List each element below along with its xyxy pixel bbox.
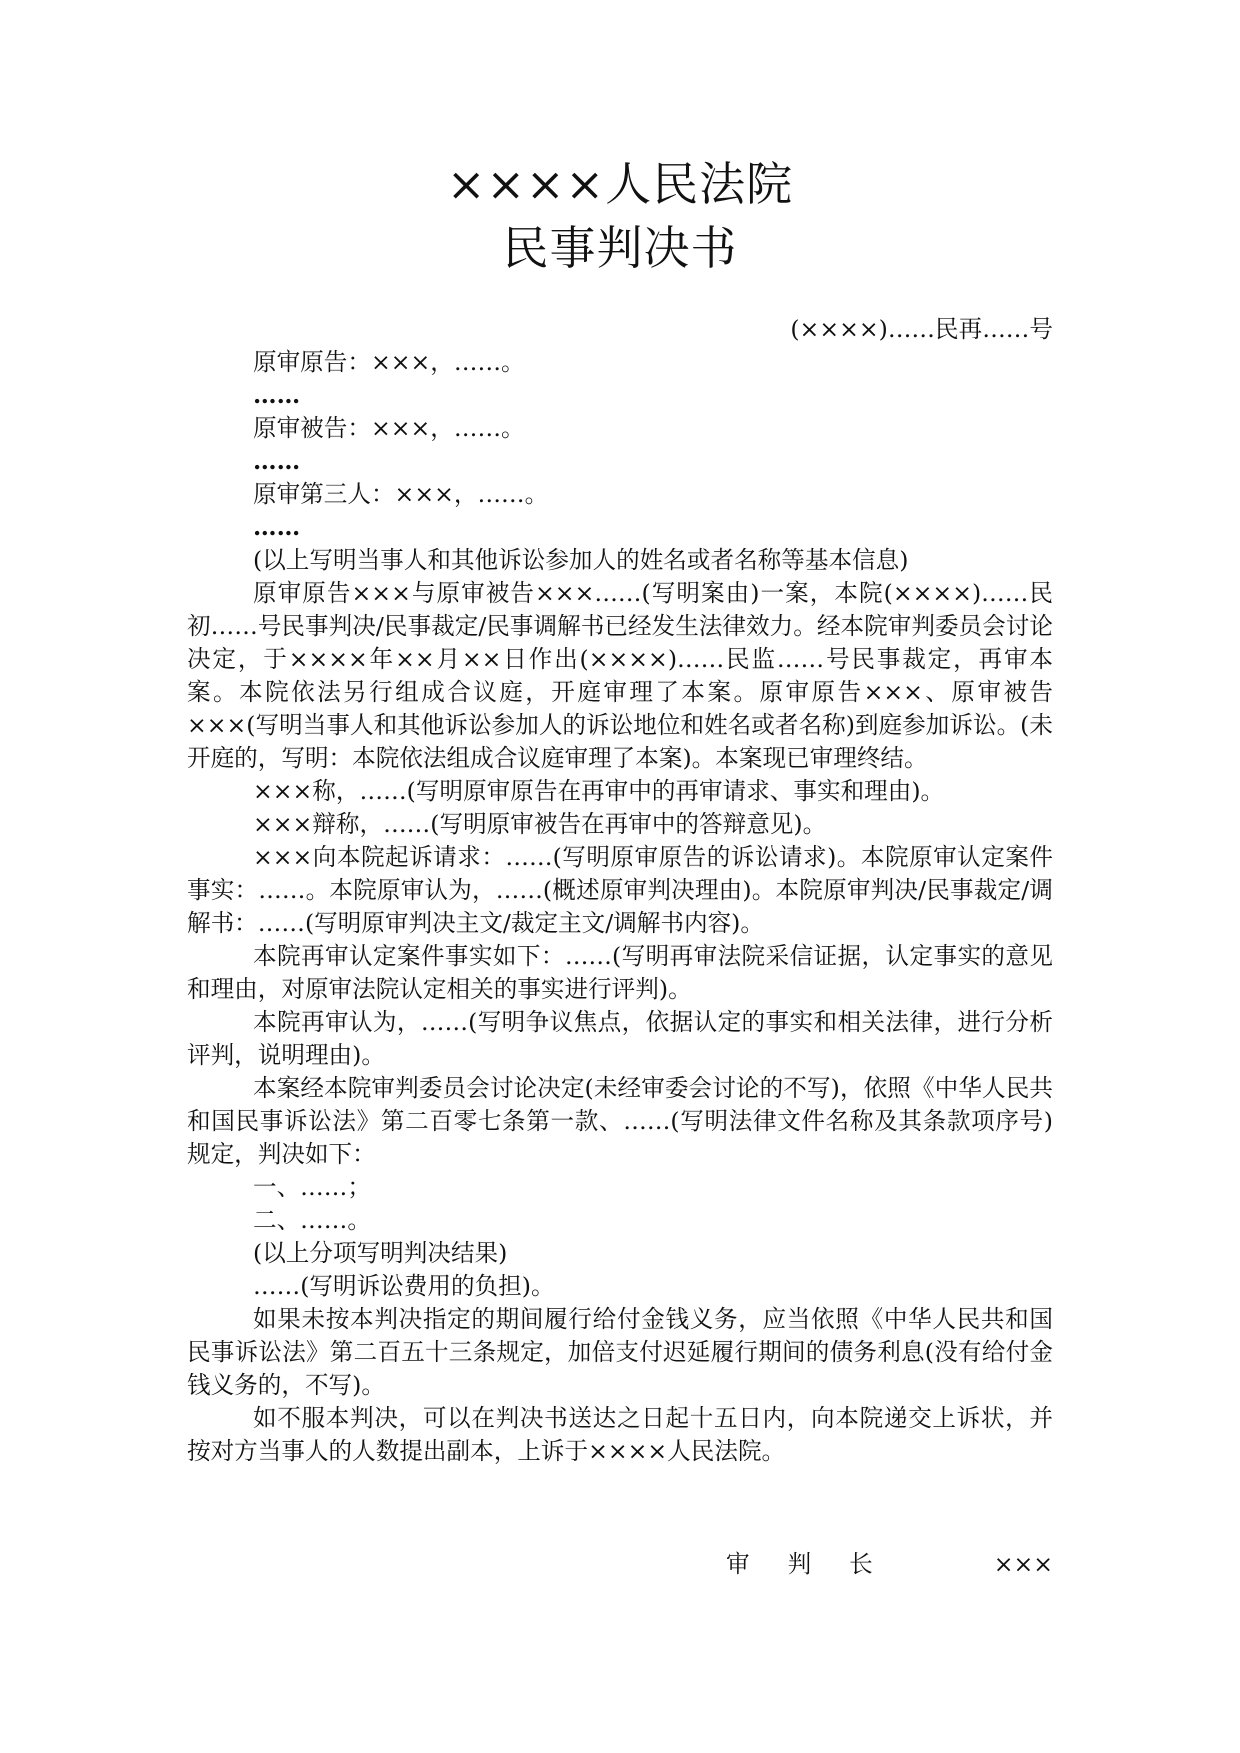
original-trial-paragraph: ×××向本院起诉请求：……(写明原审原告的诉讼请求)。本院原审认定案件事实：……。本院原审认为，……(概述原审判决理由)。本院原审判决/民事裁定/调解书：……(写明原审判决主文/裁定主文/调解书内容)。	[187, 843, 1053, 937]
case-origin-paragraph: 原审原告×××与原审被告×××……(写明案由)一案，本院(××××)……民初……号民事判决/民事裁定/民事调解书已经发生法律效力。经本院审判委员会讨论决定，于××××年××月××日作出(××××)……民监……号民事裁定，再审本案。本院依法另行组成合议庭，开庭审理了本案。原审原告×××、原审被告×××(写明当事人和其他诉讼参加人的诉讼地位和姓名或者名称)到庭参加诉讼。(未开庭的，写明：本院依法组成合议庭审理了本案)。本案现已审理终结。	[187, 579, 1053, 772]
party-defendant: 原审被告：×××，……。	[253, 414, 525, 442]
retrial-opinion-paragraph: 本院再审认为，……(写明争议焦点，依据认定的事实和相关法律，进行分析评判，说明理由)。	[187, 1008, 1053, 1069]
costs-paragraph: ……(写明诉讼费用的负担)。	[253, 1272, 555, 1300]
defendant-reply-paragraph: ×××辩称，……(写明原审被告在再审中的答辩意见)。	[253, 810, 827, 838]
court-name: ××××人民法院	[446, 157, 794, 211]
legal-basis-paragraph: 本案经本院审判委员会讨论决定(未经审委会讨论的不写)，依照《中华人民共和国民事诉讼法》第二百零七条第一款、……(写明法律文件名称及其条款项序号)规定，判决如下：	[187, 1074, 1053, 1168]
judgment-note: (以上分项写明判决结果)	[253, 1239, 508, 1267]
parties-note: (以上写明当事人和其他诉讼参加人的姓名或者名称等基本信息)	[253, 546, 909, 574]
party-third-more: ……	[253, 513, 301, 541]
signature-block	[0, 1546, 1240, 1582]
appeal-notice-paragraph: 如不服本判决，可以在判决书送达之日起十五日内，向本院递交上诉状，并按对方当事人的人数提出副本，上诉于××××人民法院。	[187, 1404, 1053, 1465]
presiding-judge-name: ×××	[993, 1550, 1053, 1578]
party-third: 原审第三人：×××，……。	[253, 480, 549, 508]
late-payment-paragraph: 如果未按本判决指定的期间履行给付金钱义务，应当依照《中华人民共和国民事诉讼法》第二百五十三条规定，加倍支付迟延履行期间的债务利息(没有给付金钱义务的，不写)。	[187, 1305, 1053, 1399]
judgment-item-1: 一、……；	[253, 1173, 371, 1201]
presiding-judge-title: 审判长	[726, 1550, 911, 1578]
party-plaintiff-more: ……	[253, 381, 301, 409]
judgment-item-2: 二、……。	[253, 1206, 371, 1234]
document-body	[187, 346, 1053, 1468]
case-number: (××××)……民再……号	[790, 315, 1053, 343]
party-defendant-more: ……	[253, 447, 301, 475]
retrial-facts-paragraph: 本院再审认定案件事实如下：……(写明再审法院采信证据，认定事实的意见和理由，对原审法院认定相关的事实进行评判)。	[187, 942, 1053, 1003]
party-plaintiff: 原审原告：×××，……。	[253, 348, 525, 376]
document-title: 民事判决书	[502, 221, 738, 275]
plaintiff-claim-paragraph: ×××称，……(写明原审原告在再审中的再审请求、事实和理由)。	[253, 777, 945, 805]
